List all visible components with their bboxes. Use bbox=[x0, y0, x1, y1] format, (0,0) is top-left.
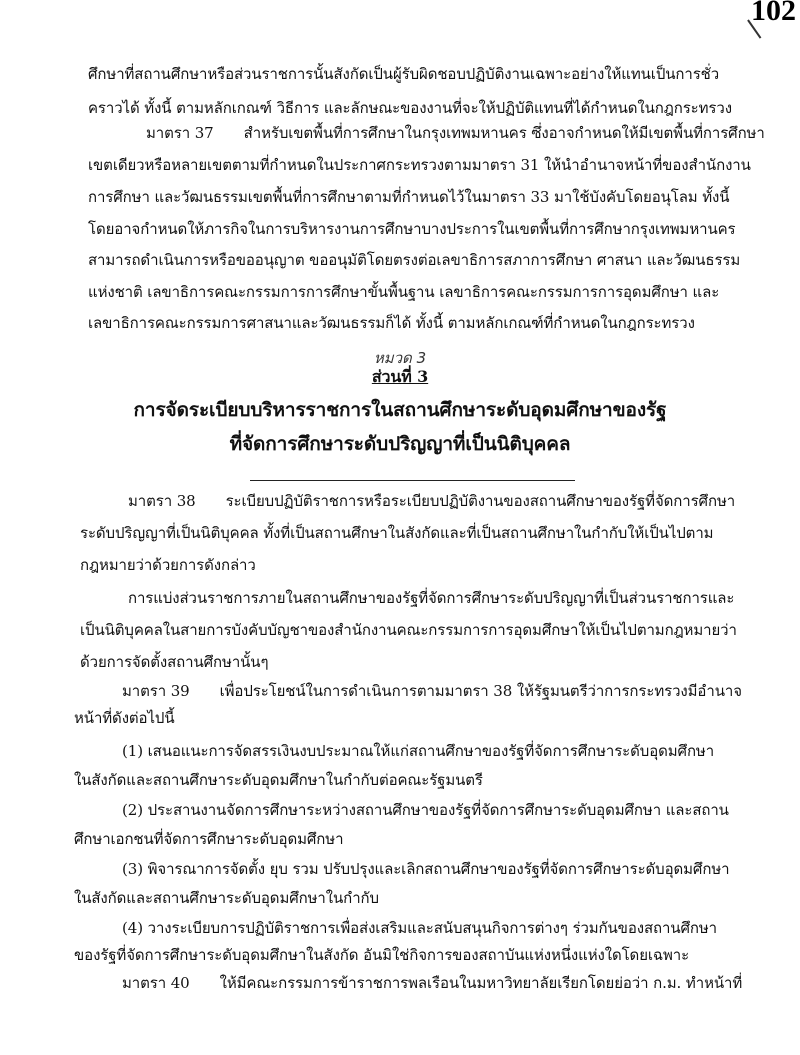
part-title-line-1: การจัดระเบียบบริหารราชการในสถานศึกษาระดับอุดมศึกษาของรัฐ bbox=[133, 399, 667, 421]
section-38 bbox=[128, 491, 735, 511]
text-line: กฎหมายว่าด้วยการดังกล่าว bbox=[80, 556, 256, 574]
text-line: ศึกษาเอกชนที่จัดการศึกษาระดับอุดมศึกษา bbox=[74, 830, 344, 848]
section-37 bbox=[146, 123, 765, 143]
text-line: ระเบียบปฏิบัติราชการหรือระเบียบปฏิบัติงานของสถานศึกษาของรัฐที่จัดการศึกษา bbox=[225, 492, 736, 510]
text-line: การแบ่งส่วนราชการภายในสถานศึกษาของรัฐที่จัดการศึกษาระดับปริญญาที่เป็นส่วนราชการและ bbox=[128, 589, 735, 607]
section-label: มาตรา 37 bbox=[146, 124, 214, 142]
text-line: เพื่อประโยชน์ในการดำเนินการตามมาตรา 38 ให้รัฐมนตรีว่าการกระทรวงมีอำนาจ bbox=[219, 682, 742, 700]
text-line: ให้มีคณะกรรมการข้าราชการพลเรือนในมหาวิทยาลัยเรียกโดยย่อว่า ก.ม. ทำหน้าที่ bbox=[219, 974, 743, 992]
section-40 bbox=[122, 973, 742, 993]
part-number: ส่วนที่ 3 bbox=[371, 367, 429, 386]
part-title-line-2: ที่จัดการศึกษาระดับปริญญาที่เป็นนิติบุคคล bbox=[229, 433, 571, 455]
text-line: ศึกษาที่สถานศึกษาหรือส่วนราชการนั้นสังกัดเป็นผู้รับผิดชอบปฏิบัติงานเฉพาะอย่างให้แทนเป็นการชั่ว bbox=[88, 65, 720, 83]
section-39 bbox=[122, 681, 742, 701]
divider bbox=[250, 480, 575, 481]
list-item: (2) ประสานงานจัดการศึกษาระหว่างสถานศึกษาของรัฐที่จัดการศึกษาระดับอุดมศึกษา และสถาน bbox=[122, 801, 729, 819]
text-line: หน้าที่ดังต่อไปนี้ bbox=[74, 709, 175, 727]
text-line: ในสังกัดและสถานศึกษาระดับอุดมศึกษาในกำกับต่อคณะรัฐมนตรี bbox=[74, 771, 483, 789]
text-line: สามารถดำเนินการหรือขออนุญาต ขออนุมัติโดยตรงต่อเลขาธิการสภาการศึกษา ศาสนา และวัฒนธรรม bbox=[88, 251, 741, 269]
text-line: การศึกษา และวัฒนธรรมเขตพื้นที่การศึกษาตามที่กำหนดไว้ในมาตรา 33 มาใช้บังคับโดยอนุโลม ทั้งนี้ bbox=[88, 188, 730, 206]
text-line: เลขาธิการคณะกรรมการศาสนาและวัฒนธรรมก็ได้ ทั้งนี้ ตามหลักเกณฑ์ที่กำหนดในกฎกระทรวง bbox=[88, 314, 695, 332]
text-line: เขตเดียวหรือหลายเขตตามที่กำหนดในประกาศกระทรวงตามมาตรา 31 ให้นำอำนาจหน้าที่ของสำนักงาน bbox=[88, 156, 751, 174]
text-line: ในสังกัดและสถานศึกษาระดับอุดมศึกษาในกำกับ bbox=[74, 889, 379, 907]
text-line: สำหรับเขตพื้นที่การศึกษาในกรุงเทพมหานคร ซึ่งอาจกำหนดให้มีเขตพื้นที่การศึกษา bbox=[243, 124, 765, 142]
section-label: มาตรา 38 bbox=[128, 492, 196, 510]
page-number: 102 bbox=[751, 0, 796, 27]
list-item: (3) พิจารณาการจัดตั้ง ยุบ รวม ปรับปรุงและเลิกสถานศึกษาของรัฐที่จัดการศึกษาระดับอุดมศึกษา bbox=[122, 860, 730, 878]
list-item: (1) เสนอแนะการจัดสรรเงินงบประมาณให้แก่สถานศึกษาของรัฐที่จัดการศึกษาระดับอุดมศึกษา bbox=[122, 742, 715, 760]
section-label: มาตรา 40 bbox=[122, 974, 190, 992]
part-label bbox=[0, 367, 800, 387]
text-line: ระดับปริญญาที่เป็นนิติบุคคล ทั้งที่เป็นสถานศึกษาในสังกัดและที่เป็นสถานศึกษาในกำกับให้เป็นไปตาม bbox=[80, 524, 714, 542]
text-line: โดยอาจกำหนดให้ภารกิจในการบริหารงานการศึกษาบางประการในเขตพื้นที่การศึกษากรุงเทพมหานคร bbox=[88, 220, 736, 238]
list-item: (4) วางระเบียบการปฏิบัติราชการเพื่อส่งเสริมและสนับสนุนกิจการต่างๆ ร่วมกันของสถานศึกษา bbox=[122, 919, 718, 937]
text-line: ของรัฐที่จัดการศึกษาระดับอุดมศึกษาในสังกัด อันมิใช่กิจการของสถาบันแห่งหนึ่งแห่งใดโดยเฉพาะ bbox=[74, 946, 690, 964]
text-line: ด้วยการจัดตั้งสถานศึกษานั้นๆ bbox=[80, 653, 269, 671]
text-line: คราวได้ ทั้งนี้ ตามหลักเกณฑ์ วิธีการ และลักษณะของงานที่จะให้ปฏิบัติแทนที่ได้กำหนดในกฎกระทรวง bbox=[88, 99, 732, 117]
text-line: เป็นนิติบุคคลในสายการบังคับบัญชาของสำนักงานคณะกรรมการการอุดมศึกษาให้เป็นไปตามกฎหมายว่า bbox=[80, 621, 737, 639]
section-label: มาตรา 39 bbox=[122, 682, 190, 700]
handwritten-note: หมวด 3 bbox=[373, 349, 427, 367]
text-line: แห่งชาติ เลขาธิการคณะกรรมการการศึกษาขั้นพื้นฐาน เลขาธิการคณะกรรมการการอุดมศึกษา และ bbox=[88, 283, 720, 301]
